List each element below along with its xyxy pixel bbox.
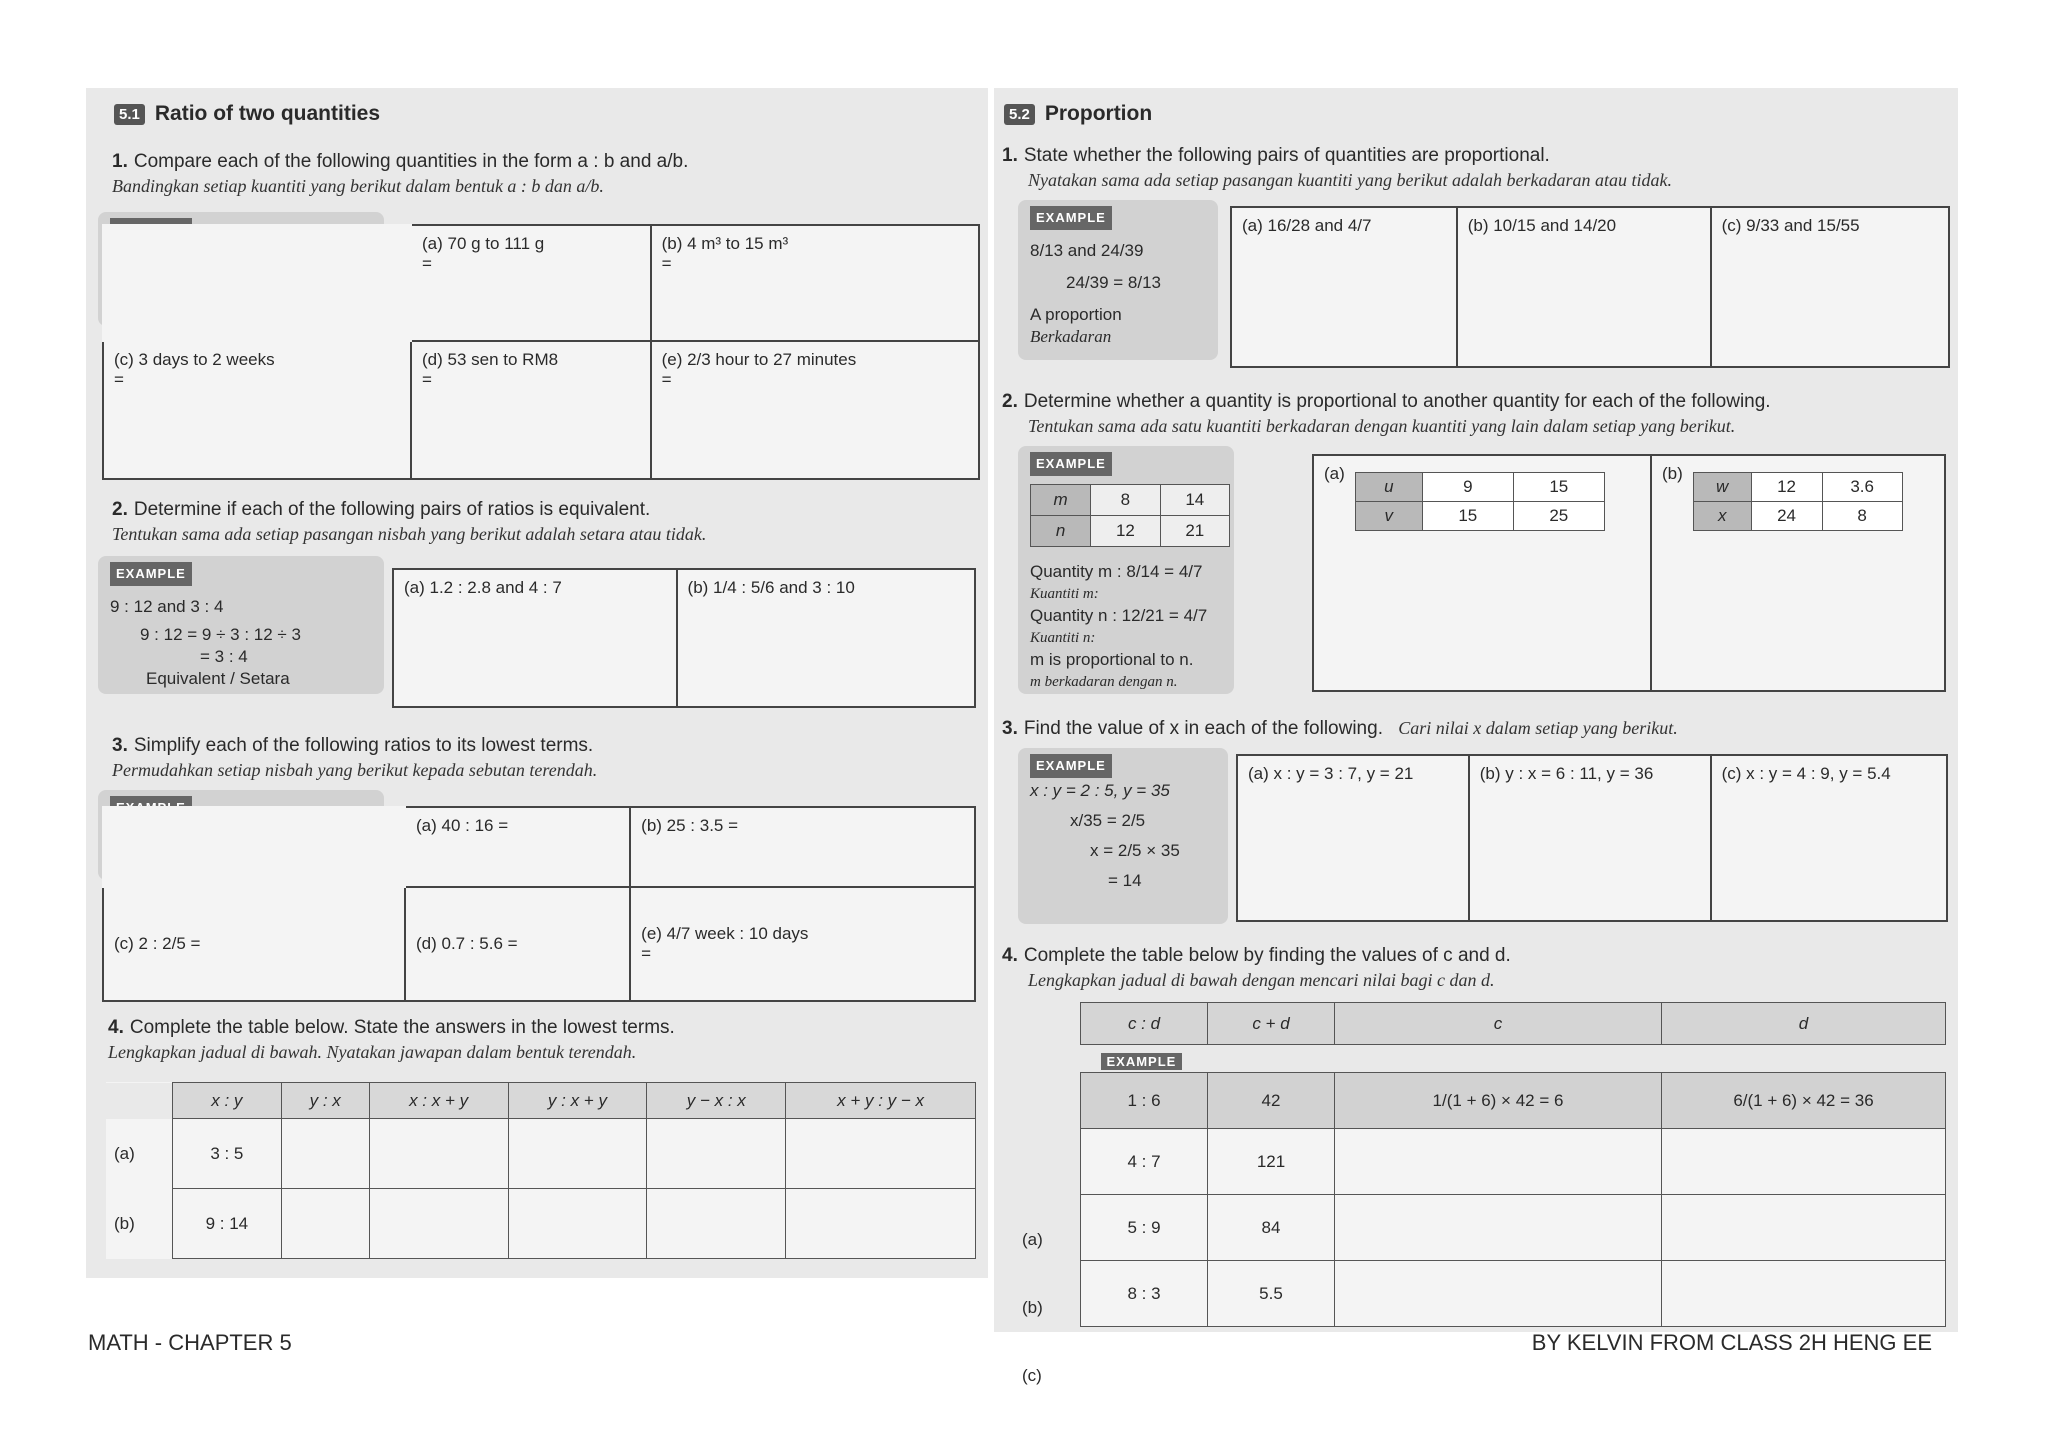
footer-right: BY KELVIN FROM CLASS 2H HENG EE bbox=[1531, 1330, 1932, 1355]
answer-cell[interactable] bbox=[281, 1119, 369, 1189]
question-text-malay: Permudahkan setiap nisbah yang berikut kepada sebutan terendah. bbox=[112, 760, 598, 780]
question-text-malay: Bandingkan setiap kuantiti yang berikut dalam bentuk a : b dan a/b. bbox=[112, 176, 604, 196]
q1-answer-grid bbox=[102, 224, 980, 480]
section-heading bbox=[114, 102, 380, 126]
example-line: x : y = 2 : 5, y = 35 bbox=[1030, 781, 1170, 800]
table-cell: 6/(1 + 6) × 42 = 36 bbox=[1662, 1073, 1946, 1129]
example-badge: EXAMPLE bbox=[1030, 452, 1112, 476]
example-line: Quantity n : 12/21 = 4/7 bbox=[1030, 606, 1208, 625]
row-label: (a) bbox=[114, 1143, 135, 1163]
answer-cell[interactable] bbox=[1335, 1129, 1662, 1195]
answer-cell[interactable]: (a) 1.2 : 2.8 and 4 : 7 bbox=[393, 569, 677, 707]
answer-cell[interactable]: (b) 25 : 3.5 = bbox=[630, 807, 975, 887]
q2-answer-grid bbox=[392, 568, 976, 708]
question-text: Compare each of the following quantities in the form a : b and a/b. bbox=[133, 151, 689, 172]
question-text: Find the value of x in each of the following. bbox=[1023, 718, 1383, 739]
table-row bbox=[106, 1119, 976, 1189]
table-header: y : x bbox=[281, 1083, 369, 1119]
row-label: (a) bbox=[1022, 1230, 1043, 1249]
table-header: c + d bbox=[1208, 1003, 1335, 1045]
question-number: 4. bbox=[108, 1017, 124, 1038]
answer-cell[interactable] bbox=[1662, 1261, 1946, 1327]
question-1 bbox=[1002, 144, 1942, 192]
table-cell: 1/(1 + 6) × 42 = 6 bbox=[1335, 1073, 1662, 1129]
answer-cell[interactable]: (e) 4/7 week : 10 days = bbox=[630, 887, 975, 1001]
section-heading bbox=[1004, 102, 1152, 126]
answer-cell[interactable]: (c) 3 days to 2 weeks = bbox=[103, 341, 411, 479]
answer-cell[interactable] bbox=[1335, 1261, 1662, 1327]
left-page bbox=[86, 88, 988, 1278]
r-q4-table bbox=[1080, 1002, 1946, 1141]
question-4 bbox=[108, 1016, 968, 1064]
example-badge: EXAMPLE bbox=[1030, 754, 1112, 778]
table-cell: 9 : 14 bbox=[173, 1189, 282, 1259]
question-text-malay: Tentukan sama ada satu kuantiti berkadaran dengan kuantiti yang lain dalam setiap yang berikut. bbox=[1028, 416, 1736, 436]
r-q2-answer-grid bbox=[1312, 454, 1946, 692]
table-cell: 84 bbox=[1208, 1195, 1335, 1261]
example-row bbox=[1081, 1073, 1946, 1129]
answer-cell[interactable]: (c) 2 : 2/5 = bbox=[103, 887, 405, 1001]
answer-cell[interactable] bbox=[369, 1189, 508, 1259]
question-2 bbox=[112, 498, 972, 546]
table-header: c bbox=[1335, 1003, 1662, 1045]
question-number: 2. bbox=[1002, 391, 1018, 412]
table-header: x + y : y − x bbox=[786, 1083, 976, 1119]
example-line: m berkadaran dengan n. bbox=[1030, 674, 1178, 690]
answer-cell[interactable]: (b) y : x = 6 : 11, y = 36 bbox=[1469, 755, 1711, 921]
question-3 bbox=[1002, 716, 1947, 741]
example-box bbox=[1018, 200, 1218, 360]
question-number: 1. bbox=[1002, 145, 1018, 166]
row-label: (c) bbox=[1022, 1366, 1042, 1385]
table-header: x : y bbox=[173, 1083, 282, 1119]
example-line: 24/39 = 8/13 bbox=[1066, 273, 1162, 292]
answer-cell[interactable] bbox=[1662, 1129, 1946, 1195]
question-text-malay: Tentukan sama ada setiap pasangan nisbah yang berikut adalah setara atau tidak. bbox=[112, 524, 707, 544]
question-text-malay: Lengkapkan jadual di bawah dengan mencari nilai bagi c dan d. bbox=[1028, 970, 1495, 990]
table-cell: 8 : 3 bbox=[1081, 1261, 1208, 1327]
answer-cell[interactable] bbox=[281, 1189, 369, 1259]
example-box bbox=[1018, 446, 1234, 694]
example-line: = 3 : 4 bbox=[200, 647, 248, 666]
question-number: 3. bbox=[1002, 718, 1018, 739]
table-row bbox=[1081, 1195, 1946, 1261]
section-number: 5.2 bbox=[1004, 104, 1035, 125]
table-cell: 5.5 bbox=[1208, 1261, 1335, 1327]
question-text: Determine if each of the following pairs of ratios is equivalent. bbox=[133, 499, 651, 520]
example-line: 9 : 12 = 9 ÷ 3 : 12 ÷ 3 bbox=[140, 625, 301, 644]
example-cell bbox=[103, 807, 405, 887]
example-line: Equivalent / Setara bbox=[146, 669, 290, 688]
answer-cell[interactable] bbox=[647, 1119, 786, 1189]
answer-cell[interactable]: (a) 40 : 16 = bbox=[405, 807, 630, 887]
table-cell: 1 : 6 bbox=[1081, 1073, 1208, 1129]
table-cell: 42 bbox=[1208, 1073, 1335, 1129]
example-line: 9 : 12 and 3 : 4 bbox=[110, 597, 224, 616]
table-cell: 4 : 7 bbox=[1081, 1129, 1208, 1195]
answer-cell[interactable]: (b) 10/15 and 14/20 bbox=[1457, 207, 1711, 367]
table-cell: 121 bbox=[1208, 1129, 1335, 1195]
example-line: x/35 = 2/5 bbox=[1070, 811, 1146, 830]
row-label: (b) bbox=[114, 1213, 135, 1233]
table-header: y − x : x bbox=[647, 1083, 786, 1119]
question-text-malay: Cari nilai x dalam setiap yang berikut. bbox=[1398, 718, 1678, 738]
answer-cell[interactable]: (d) 53 sen to RM8 = bbox=[411, 341, 651, 479]
section-title: Ratio of two quantities bbox=[154, 102, 381, 125]
answer-cell[interactable]: (b) 1/4 : 5/6 and 3 : 10 bbox=[677, 569, 975, 707]
section-number: 5.1 bbox=[114, 104, 145, 125]
answer-cell[interactable]: (c) x : y = 4 : 9, y = 5.4 bbox=[1711, 755, 1947, 921]
r-q3-answer-grid bbox=[1236, 754, 1948, 922]
row-label: (b) bbox=[1022, 1298, 1043, 1317]
q3-answer-grid bbox=[102, 806, 976, 1002]
example-line: Kuantiti m: bbox=[1030, 586, 1099, 602]
question-3 bbox=[112, 734, 972, 782]
example-badge: EXAMPLE bbox=[1030, 206, 1112, 230]
question-text: Complete the table below. State the answers in the lowest terms. bbox=[129, 1017, 675, 1038]
answer-cell[interactable] bbox=[786, 1189, 976, 1259]
answer-cell[interactable]: (e) 2/3 hour to 27 minutes = bbox=[651, 341, 979, 479]
table-header: x : x + y bbox=[369, 1083, 508, 1119]
question-text: Simplify each of the following ratios to its lowest terms. bbox=[133, 735, 594, 756]
example-line: x = 2/5 × 35 bbox=[1090, 841, 1180, 860]
answer-cell[interactable] bbox=[1662, 1195, 1946, 1261]
example-line: Quantity m : 8/14 = 4/7 bbox=[1030, 562, 1203, 581]
answer-cell[interactable]: (a) 16/28 and 4/7 bbox=[1231, 207, 1457, 367]
question-number: 4. bbox=[1002, 945, 1018, 966]
example-line: Berkadaran bbox=[1030, 327, 1112, 346]
answer-cell[interactable]: (a) u 9 15 v 15 25 bbox=[1313, 455, 1651, 691]
answer-cell[interactable] bbox=[369, 1119, 508, 1189]
answer-cell[interactable]: (d) 0.7 : 5.6 = bbox=[405, 887, 630, 1001]
example-badge: EXAMPLE bbox=[1101, 1053, 1183, 1070]
question-text-malay: Nyatakan sama ada setiap pasangan kuantiti yang berikut adalah berkadaran atau tidak. bbox=[1028, 170, 1672, 190]
answer-cell[interactable]: (a) 70 g to 111 g = bbox=[411, 225, 651, 341]
answer-cell[interactable]: (a) x : y = 3 : 7, y = 21 bbox=[1237, 755, 1469, 921]
example-line: 8/13 and 24/39 bbox=[1030, 241, 1144, 260]
question-text: Determine whether a quantity is proportional to another quantity for each of the following. bbox=[1023, 391, 1771, 412]
row-labels bbox=[1022, 1230, 1082, 1434]
answer-cell[interactable] bbox=[1335, 1195, 1662, 1261]
answer-cell[interactable] bbox=[647, 1189, 786, 1259]
example-line: Kuantiti n: bbox=[1030, 630, 1096, 646]
table-header: d bbox=[1662, 1003, 1946, 1045]
question-text-malay: Lengkapkan jadual di bawah. Nyatakan jawapan dalam bentuk terendah. bbox=[108, 1042, 637, 1062]
example-line: m is proportional to n. bbox=[1030, 650, 1194, 669]
answer-cell[interactable]: (b) 4 m³ to 15 m³ = bbox=[651, 225, 979, 341]
section-title: Proportion bbox=[1044, 102, 1153, 125]
question-number: 1. bbox=[112, 151, 128, 172]
question-1 bbox=[112, 150, 972, 198]
footer-left: MATH - CHAPTER 5 bbox=[88, 1330, 292, 1355]
example-box bbox=[98, 556, 384, 694]
example-line: A proportion bbox=[1030, 305, 1122, 324]
question-text: Complete the table below by finding the values of c and d. bbox=[1023, 945, 1511, 966]
example-line: = 14 bbox=[1108, 871, 1142, 890]
table-a: u 9 15 v 15 25 bbox=[1355, 472, 1605, 531]
table-header: y : x + y bbox=[508, 1083, 647, 1119]
table-cell: 5 : 9 bbox=[1081, 1195, 1208, 1261]
answer-cell[interactable] bbox=[508, 1189, 647, 1259]
table-row bbox=[1081, 1129, 1946, 1195]
question-2 bbox=[1002, 390, 1947, 438]
table-b: w 12 3.6 x 24 8 bbox=[1693, 472, 1903, 531]
table-row bbox=[1081, 1261, 1946, 1327]
example-table: m 8 14 n 12 21 bbox=[1030, 484, 1230, 547]
answer-cell[interactable]: (c) 9/33 and 15/55 bbox=[1711, 207, 1949, 367]
question-number: 2. bbox=[112, 499, 128, 520]
question-number: 3. bbox=[112, 735, 128, 756]
q4-table bbox=[106, 1082, 976, 1259]
example-badge: EXAMPLE bbox=[110, 562, 192, 586]
table-header: c : d bbox=[1081, 1003, 1208, 1045]
question-4 bbox=[1002, 944, 1947, 992]
table-cell: 3 : 5 bbox=[173, 1119, 282, 1189]
example-box bbox=[1018, 748, 1228, 924]
r-q1-answer-grid bbox=[1230, 206, 1950, 368]
question-text: State whether the following pairs of quantities are proportional. bbox=[1023, 145, 1550, 166]
r-q4-answer-table bbox=[1080, 1128, 1946, 1327]
answer-cell[interactable] bbox=[786, 1119, 976, 1189]
example-cell bbox=[103, 225, 411, 341]
table-row bbox=[106, 1189, 976, 1259]
answer-cell[interactable]: (b) w 12 3.6 x 24 8 bbox=[1651, 455, 1945, 691]
answer-cell[interactable] bbox=[508, 1119, 647, 1189]
